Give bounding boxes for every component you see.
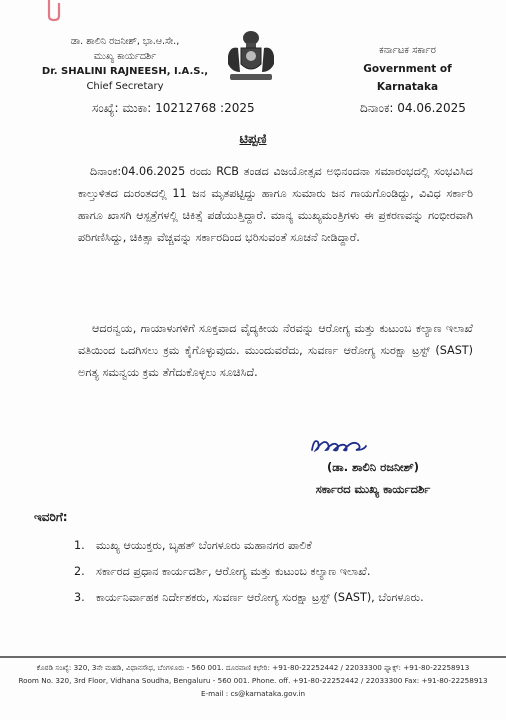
signatory-designation: ಸರ್ಕಾರದ ಮುಖ್ಯ ಕಾರ್ಯದರ್ಶಿ [315,482,431,496]
list-item [74,562,474,582]
list-item [74,536,474,556]
body-paragraph-2: ಆದರನ್ವಯ, ಗಾಯಾಳುಗಳಿಗೆ ಸೂಕ್ತವಾದ ವೈದ್ಯಕೀಯ ನೆರವನ್ನು ಆರೋಗ್ಯ ಮತ್ತು ಕುಟುಂಬ ಕಲ್ಯಾಣ ಇಲಾಖೆ ವತಿಯಿಂದ ಒದಗಿಸಲು ಕ್ರಮ ಕೈಗೊಳ್ಳುವುದು. ಮುಂದುವರೆದು, ಸುವರ್ಣ ಆರೋಗ್ಯ ಸುರಕ್ಷಾ ಟ್ರಸ್ಟ್ (SAST) ಅಗತ್ಯ ಸಮನ್ವಯ ಕ್ರಮ ತೆಗೆದುಕೊಳ್ಳಲು ಸೂಚಿಸಿದೆ. [78,322,473,379]
govt-name-kn: ಕರ್ನಾಟಕ ಸರ್ಕಾರ [379,45,436,56]
document-date: ದಿನಾಂಕ: 04.06.2025 [360,101,466,115]
officer-name-kn: ಡಾ. ಶಾಲಿನಿ ರಜನೀಶ್, ಭಾ.ಆ.ಸೇ., [70,36,180,47]
document-title: ಟಿಪ್ಪಣಿ [239,132,267,147]
government-block [335,42,480,96]
list-item-number: 1. [74,539,85,552]
footer-email: E-mail : cs@karnataka.gov.in [200,689,306,698]
paper-clip-icon [46,0,62,22]
list-item-number: 2. [74,565,85,578]
recipients-label: ಇವರಿಗೆ: [34,510,68,524]
officer-title-kn: ಮುಖ್ಯ ಕಾರ್ಯದರ್ಶಿ [93,51,157,62]
footer-divider [0,656,506,658]
officer-name-en: Dr. SHALINI RAJNEESH, I.A.S., [41,66,209,77]
body-paragraph-1: ದಿನಾಂಕ:04.06.2025 ರಂದು RCB ತಂಡದ ವಿಜಯೋತ್ಸವ ಅಭಿನಂದನಾ ಸಮಾರಂಭದಲ್ಲಿ ಸಂಭವಿಸಿದ ಕಾಲ್ತುಳಿತದ ದುರಂತದಲ್ಲಿ 11 ಜನ ಮೃತಪಟ್ಟಿದ್ದು ಹಾಗೂ ಸುಮಾರು ಜನ ಗಾಯಗೊಂಡಿದ್ದು, ವಿವಿಧ ಸರ್ಕಾರಿ ಹಾಗೂ ಖಾಸಗಿ ಆಸ್ಪತ್ರೆಗಳಲ್ಲಿ ಚಿಕಿತ್ಸೆ ಪಡೆಯುತ್ತಿದ್ದಾರೆ. ಮಾನ್ಯ ಮುಖ್ಯಮಂತ್ರಿಗಳು ಈ ಪ್ರಕರಣವನ್ನು ಗಂಭೀರವಾಗಿ ಪರಿಗಣಿಸಿದ್ದು, ಚಿಕಿತ್ಸಾ ವೆಚ್ಚವನ್ನು ಸರ್ಕಾರದಿಂದ ಭರಿಸುವಂತೆ ಸೂಚನೆ ನೀಡಿದ್ದಾರೆ. [78,165,473,244]
govt-name-en: Government of Karnataka [363,63,452,93]
recipients-list [72,536,474,614]
list-item-number: 3. [74,591,85,604]
officer-block [40,34,210,94]
list-item-text: ಸರ್ಕಾರದ ಪ್ರಧಾನ ಕಾರ್ಯದರ್ಶಿ, ಆರೋಗ್ಯ ಮತ್ತು ಕುಟುಂಬ ಕಲ್ಯಾಣ ಇಲಾಖೆ. [96,565,371,578]
state-emblem-icon [222,28,280,84]
list-item-text: ಕಾರ್ಯನಿರ್ವಾಹಕ ನಿರ್ದೇಶಕರು, ಸುವರ್ಣ ಆರೋಗ್ಯ ಸುರಕ್ಷಾ ಟ್ರಸ್ಟ್ (SAST), ಬೆಂಗಳೂರು. [96,591,424,604]
officer-title-en: Chief Secretary [86,81,164,92]
list-item [74,588,474,608]
reference-number: ಸಂಖ್ಯೆ: ಮುಕಾ: 10212768 :2025 [92,101,255,115]
list-item-text: ಮುಖ್ಯ ಆಯುಕ್ತರು, ಬೃಹತ್ ಬೆಂಗಳೂರು ಮಹಾನಗರ ಪಾಲಿಕೆ [96,539,312,552]
footer-address-en: Room No. 320, 3rd Floor, Vidhana Soudha, Bengaluru - 560 001. Phone. off. +91-80-22252442 / 22033300 Fax: +91-80-22258913 [18,676,488,685]
signatory-name: (ಡಾ. ಶಾಲಿನಿ ರಜನೀಶ್) [327,460,419,474]
footer-address-kn: ಕೊಠಡಿ ಸಂಖ್ಯೆ: 320, 3ನೇ ಮಹಡಿ, ವಿಧಾನಸೌಧ, ಬೆಂಗಳೂರು - 560 001. ದೂರವಾಣಿ ಕಛೇರಿ: +91-80-22252442 / 22033300 ಫ್ಯಾಕ್ಸ್: +91-80-22258913 [36,663,470,672]
handwritten-signature [308,432,368,458]
